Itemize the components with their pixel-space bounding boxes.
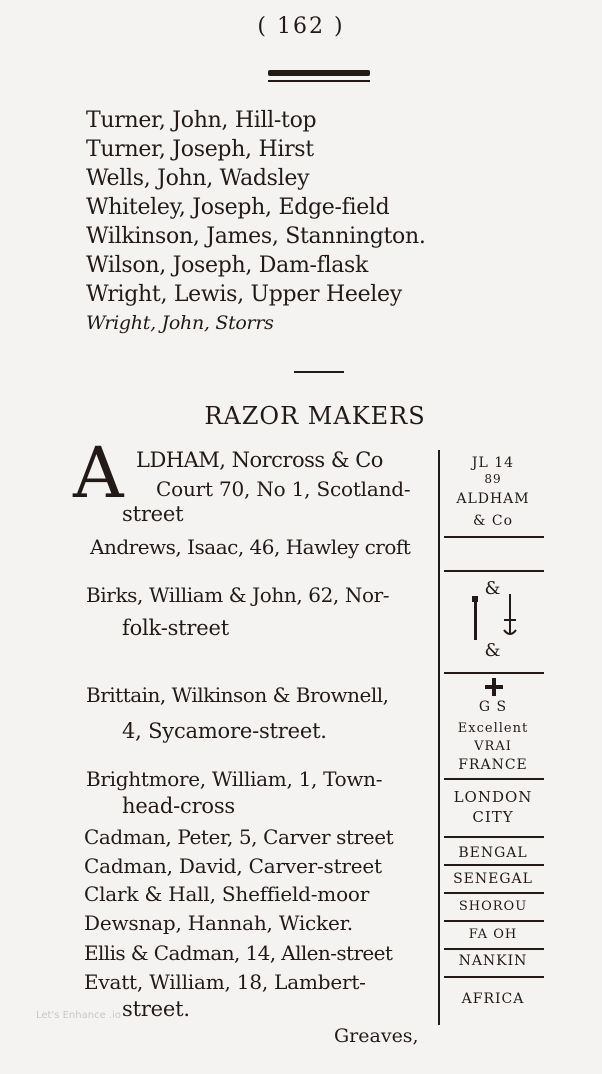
- trade-mark-text: BENGAL: [458, 845, 528, 861]
- list-item: Wilson, Joseph, Dam-flask: [86, 253, 369, 278]
- trade-mark-text: & Co: [472, 513, 514, 529]
- mark-divider: [444, 864, 544, 866]
- entry-line: Clark & Hall, Sheffield-moor: [84, 882, 370, 906]
- mark-divider: [444, 836, 544, 838]
- drop-capital: A: [73, 432, 124, 514]
- trade-mark-text: &: [484, 640, 502, 661]
- entry-line: Cadman, Peter, 5, Carver street: [84, 825, 394, 849]
- trade-mark-text: &: [484, 578, 502, 599]
- entry-line: street: [122, 502, 184, 526]
- trade-mark-text: AFRICA: [461, 991, 525, 1007]
- mark-divider: [444, 948, 544, 950]
- ornamental-rule: [268, 70, 370, 76]
- mark-divider: [444, 536, 544, 538]
- page-number: ( 162 ): [257, 14, 345, 39]
- list-item: Wells, John, Wadsley: [86, 166, 310, 191]
- mark-divider: [444, 976, 544, 978]
- mark-divider: [444, 778, 544, 780]
- list-item: Whiteley, Joseph, Edge-field: [86, 195, 390, 220]
- mark-divider: [444, 920, 544, 922]
- entry-line: LDHAM, Norcross & Co: [136, 448, 383, 472]
- entry-line: Evatt, William, 18, Lambert-: [84, 970, 366, 994]
- entry-line: folk-street: [122, 616, 229, 640]
- entry-line: Brittain, Wilkinson & Brownell,: [86, 683, 389, 707]
- list-item: Turner, Joseph, Hirst: [86, 137, 314, 162]
- mark-divider: [444, 892, 544, 894]
- entry-line: Andrews, Isaac, 46, Hawley croft: [90, 535, 411, 559]
- section-divider: [294, 371, 344, 373]
- entry-line: Birks, William & John, 62, Nor-: [86, 583, 390, 607]
- trade-mark-text: JL 14: [471, 455, 515, 471]
- watermark: Let's Enhance .io: [36, 1010, 121, 1021]
- trade-mark-text: NANKIN: [458, 953, 528, 969]
- entry-line: head-cross: [122, 794, 236, 818]
- entry-line: Cadman, David, Carver-street: [84, 854, 382, 878]
- trade-mark-text: SHOROU: [458, 899, 528, 914]
- trade-mark-text: 89: [484, 472, 502, 486]
- entry-line: 4, Sycamore-street.: [122, 719, 327, 743]
- mark-divider: [444, 570, 544, 572]
- entry-line: Brightmore, William, 1, Town-: [86, 767, 383, 791]
- entry-line: Court 70, No 1, Scotland-: [156, 477, 411, 501]
- mark-divider: [444, 672, 544, 674]
- trade-mark-text: VRAI: [474, 739, 512, 754]
- trade-mark-text: FA OH: [468, 927, 518, 942]
- list-item: Turner, John, Hill-top: [86, 108, 317, 133]
- ornamental-rule-thin: [268, 80, 370, 82]
- cross-icon: [484, 678, 504, 698]
- entry-line: street.: [122, 997, 190, 1021]
- list-item: Wright, John, Storrs: [86, 312, 274, 334]
- previous-section-list: [86, 106, 446, 338]
- trade-mark-text: FRANCE: [458, 757, 528, 773]
- trade-marks-column: [438, 450, 548, 1025]
- list-item: Wilkinson, James, Stannington.: [86, 224, 426, 249]
- trade-mark-text: CITY: [472, 808, 514, 826]
- list-item: Wright, Lewis, Upper Heeley: [86, 282, 402, 307]
- trade-mark-text: G S: [478, 699, 508, 715]
- entry-line: Dewsnap, Hannah, Wicker.: [84, 911, 353, 935]
- catchword: Greaves,: [334, 1025, 419, 1047]
- trade-mark-text: SENEGAL: [453, 871, 533, 887]
- trade-mark-text: Excellent: [457, 721, 529, 736]
- entry-line: Ellis & Cadman, 14, Allen-street: [84, 941, 393, 965]
- trade-mark-text: LONDON: [453, 788, 533, 806]
- trade-mark-text: ALDHAM: [456, 491, 530, 507]
- section-heading: RAZOR MAKERS: [204, 402, 426, 430]
